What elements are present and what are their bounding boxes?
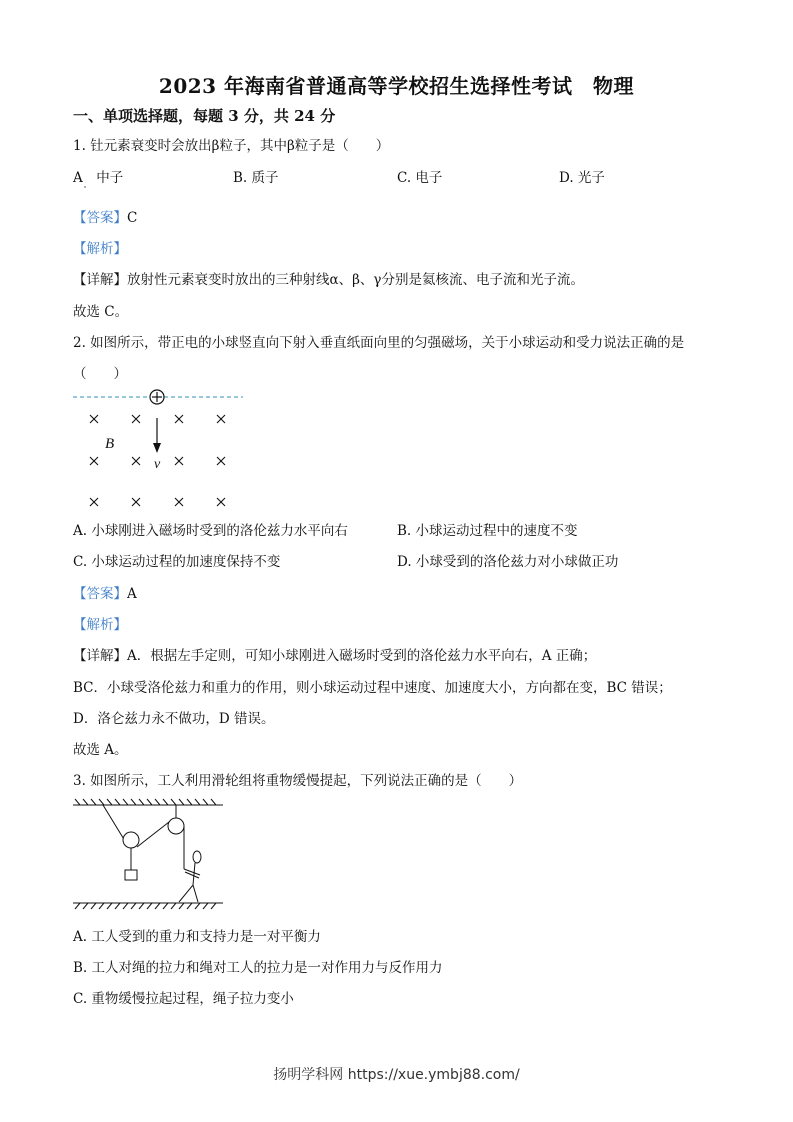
- worker-figure-icon: [179, 851, 201, 902]
- q2-detail-line-3: D．洛仑兹力永不做功，D 错误。: [73, 711, 275, 727]
- document-title: 2023 年海南省普通高等学校招生选择性考试 物理: [158, 74, 635, 98]
- velocity-arrow-icon: [153, 418, 161, 453]
- q3-option-b: B. 工人对绳的拉力和绳对工人的拉力是一对作用力与反作用力: [73, 960, 443, 976]
- q2-option-a: A. 小球刚进入磁场时受到的洛伦兹力水平向右: [73, 523, 348, 539]
- q1-option-b: B. 质子: [233, 170, 279, 186]
- footer-watermark[interactable]: 扬明学科网 https://xue.ymbj88.com/: [273, 1067, 520, 1083]
- q2-answer-line: [73, 582, 137, 602]
- q2-conclusion: 故选 A。: [73, 742, 128, 758]
- field-label-b: B: [105, 436, 115, 452]
- q2-answer-value: A: [127, 586, 137, 602]
- velocity-label-v: v: [154, 457, 161, 472]
- q1-answer-line: [73, 206, 137, 226]
- weight-box-icon: [125, 870, 137, 880]
- question-1-stem: 1. 钍元素衰变时会放出β粒子，其中β粒子是（ ）: [73, 138, 390, 154]
- movable-pulley-icon: [123, 832, 139, 848]
- q1-detail-line-1: [73, 268, 584, 288]
- q2-analysis-label: 【解析】: [73, 617, 127, 633]
- magnetic-field-figure: [73, 388, 248, 513]
- q1-answer-value: C: [127, 210, 138, 226]
- question-2-stem-line-2: （ ）: [73, 366, 127, 382]
- q2-option-d: D. 小球受到的洛伦兹力对小球做正功: [397, 554, 619, 570]
- detail-label: 【详解】: [73, 272, 127, 288]
- detail-label: 【详解】: [73, 648, 127, 664]
- q3-option-c: C. 重物缓慢拉起过程，绳子拉力变小: [73, 991, 294, 1007]
- rope-anchor: [103, 805, 125, 841]
- fixed-pulley-icon: [168, 818, 184, 834]
- pulley-system-figure: [73, 795, 243, 915]
- q1-detail-text: 放射性元素衰变时放出的三种射线α、β、γ分别是氦核流、电子流和光子流。: [127, 272, 584, 288]
- answer-label: 【答案】: [73, 210, 127, 226]
- q2-detail-line-1: [73, 644, 596, 664]
- positive-charge-icon: [150, 390, 164, 404]
- q3-option-a: A. 工人受到的重力和支持力是一对平衡力: [73, 929, 321, 945]
- question-2-stem-line-1: 2. 如图所示，带正电的小球竖直向下射入垂直纸面向里的匀强磁场，关于小球运动和受力说法正确的是: [73, 335, 685, 351]
- rope-middle: [137, 822, 169, 847]
- answer-label: 【答案】: [73, 586, 127, 602]
- q2-option-b: B. 小球运动过程中的速度不变: [397, 523, 578, 539]
- q1-option-c: C. 电子: [397, 170, 443, 186]
- q1-analysis-label: 【解析】: [73, 241, 127, 257]
- q2-detail-text: A．根据左手定则，可知小球刚进入磁场时受到的洛伦兹力水平向右，A 正确；: [127, 648, 597, 664]
- stray-dot: [84, 186, 86, 188]
- ceiling-hatch: [73, 799, 223, 805]
- q2-detail-line-2: BC．小球受洛伦兹力和重力的作用，则小球运动过程中速度、加速度大小，方向都在变，BC 错误；: [73, 680, 672, 696]
- q1-conclusion: 故选 C。: [73, 304, 129, 320]
- q1-option-a: A 中子: [73, 170, 124, 186]
- section-heading: 一、单项选择题，每题 3 分，共 24 分: [73, 107, 336, 125]
- q1-option-d: D. 光子: [559, 170, 605, 186]
- floor-hatch: [73, 903, 223, 909]
- question-3-stem: 3. 如图所示，工人利用滑轮组将重物缓慢提起，下列说法正确的是（ ）: [73, 773, 523, 789]
- q2-option-c: C. 小球运动过程的加速度保持不变: [73, 554, 281, 570]
